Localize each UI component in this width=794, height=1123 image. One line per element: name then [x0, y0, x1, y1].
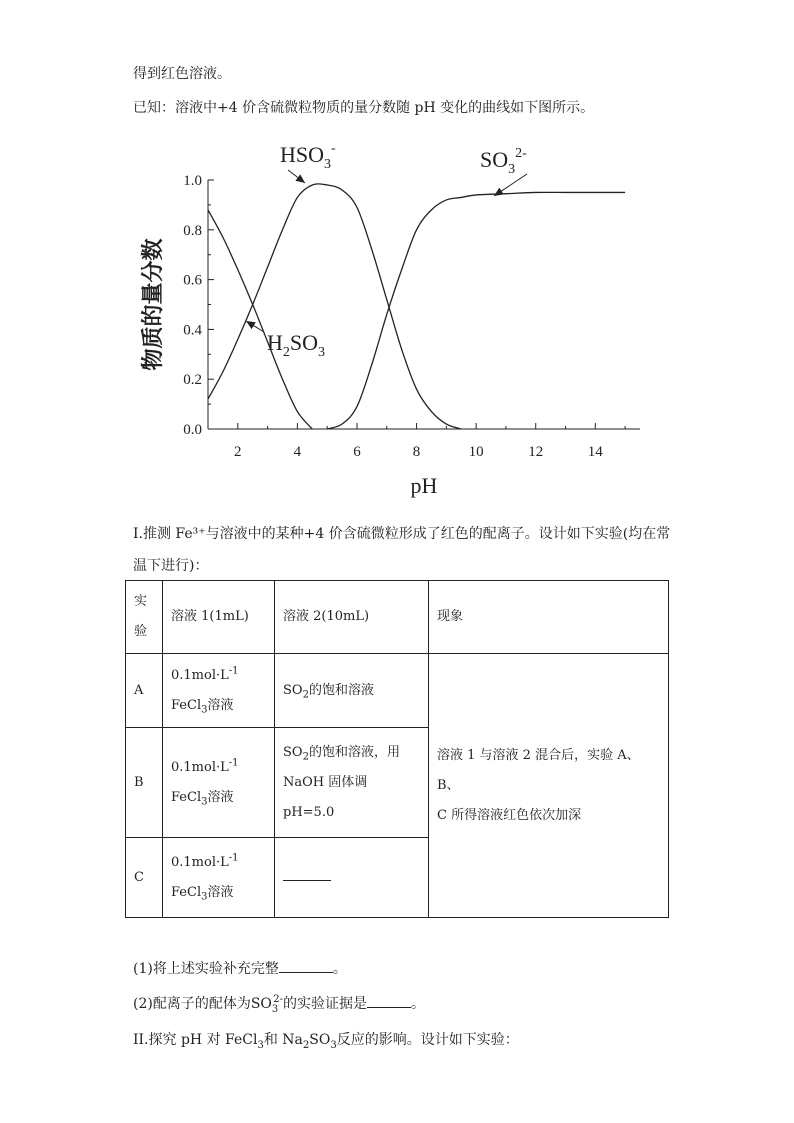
- header-phenomenon: 现象: [429, 581, 669, 654]
- intro-line-2: 已知：溶液中+4 价含硫微粒物质的量分数随 pH 变化的曲线如下图所示。: [133, 100, 595, 116]
- hso3-arrow-head: [295, 174, 305, 183]
- series-line-1: [208, 184, 461, 429]
- part1-line-2: 温下进行)：: [133, 558, 209, 574]
- annotation-hso3: $HSO_3^-$: [280, 141, 336, 172]
- y-tick-label: 0.0: [183, 422, 202, 438]
- x-tick-label: 14: [587, 444, 603, 460]
- phenomenon-cell: 溶液 1 与溶液 2 混合后，实验 A、B、 C 所得溶液红色依次加深: [429, 654, 669, 918]
- x-tick-label: 8: [412, 444, 421, 460]
- header-solution-1: 溶液 1(1mL): [163, 581, 275, 654]
- answer-blank: [367, 993, 411, 1008]
- species-fraction-chart: [130, 140, 660, 510]
- intro-line-1: 得到红色溶液。: [133, 66, 231, 82]
- question-1: (1)将上述实验补充完整 。: [133, 958, 347, 979]
- x-tick-label: 4: [293, 444, 302, 460]
- series-line-2: [327, 192, 625, 429]
- so3-arrow-head: [494, 188, 504, 196]
- x-tick-label: 2: [234, 444, 242, 460]
- answer-blank: [279, 958, 333, 973]
- h2so3-arrow-head: [246, 321, 256, 329]
- header-experiment: 实验: [126, 581, 163, 654]
- row-a-id: A: [126, 654, 163, 728]
- row-c-solution-2-blank: [275, 838, 429, 918]
- row-a-solution-1: $0.1mol\cdot L^{-1}$ FeCl$_3$溶液: [163, 654, 275, 728]
- x-axis-label: pH: [410, 473, 438, 498]
- experiment-table: [125, 580, 669, 918]
- header-solution-2: 溶液 2(10mL): [275, 581, 429, 654]
- x-tick-label: 6: [353, 444, 361, 460]
- annotation-so3: $SO_3^{2-}$: [480, 146, 527, 177]
- x-tick-label: 10: [468, 444, 484, 460]
- y-tick-label: 0.8: [183, 222, 202, 239]
- y-tick-label: 1.0: [183, 173, 202, 189]
- row-c-id: C: [126, 838, 163, 918]
- annotation-h2so3: $H_2SO_3$: [267, 330, 326, 360]
- row-b-solution-1: $0.1mol\cdot L^{-1}$ FeCl$_3$溶液: [163, 728, 275, 838]
- part1-line-1: I.推测 Fe³⁺与溶液中的某种+4 价含硫微粒形成了红色的配离子。设计如下实验(均在常: [133, 526, 671, 542]
- series-line-0: [208, 210, 312, 429]
- row-b-solution-2: $SO_2$的饱和溶液，用 NaOH 固体调 pH=5.0: [275, 728, 429, 838]
- row-a-solution-2: $SO_2$的饱和溶液: [275, 654, 429, 728]
- y-tick-label: 0.4: [183, 322, 202, 339]
- x-tick-label: 12: [528, 444, 544, 460]
- answer-blank: [283, 868, 331, 881]
- part2-line: II.探究 pH 对 FeCl$_3$和 $Na_2SO_3$反应的影响。设计如下实验：: [133, 1032, 519, 1051]
- y-axis-label: 物质的量分数: [140, 238, 166, 371]
- question-2: (2)配离子的配体为$SO_3^{2-}$的实验证据是 。: [133, 994, 426, 1015]
- table-row: [126, 654, 669, 728]
- y-tick-label: 0.2: [183, 372, 202, 389]
- y-tick-label: 0.6: [183, 272, 202, 289]
- row-b-id: B: [126, 728, 163, 838]
- row-c-solution-1: $0.1mol\cdot L^{-1}$ FeCl$_3$溶液: [163, 838, 275, 918]
